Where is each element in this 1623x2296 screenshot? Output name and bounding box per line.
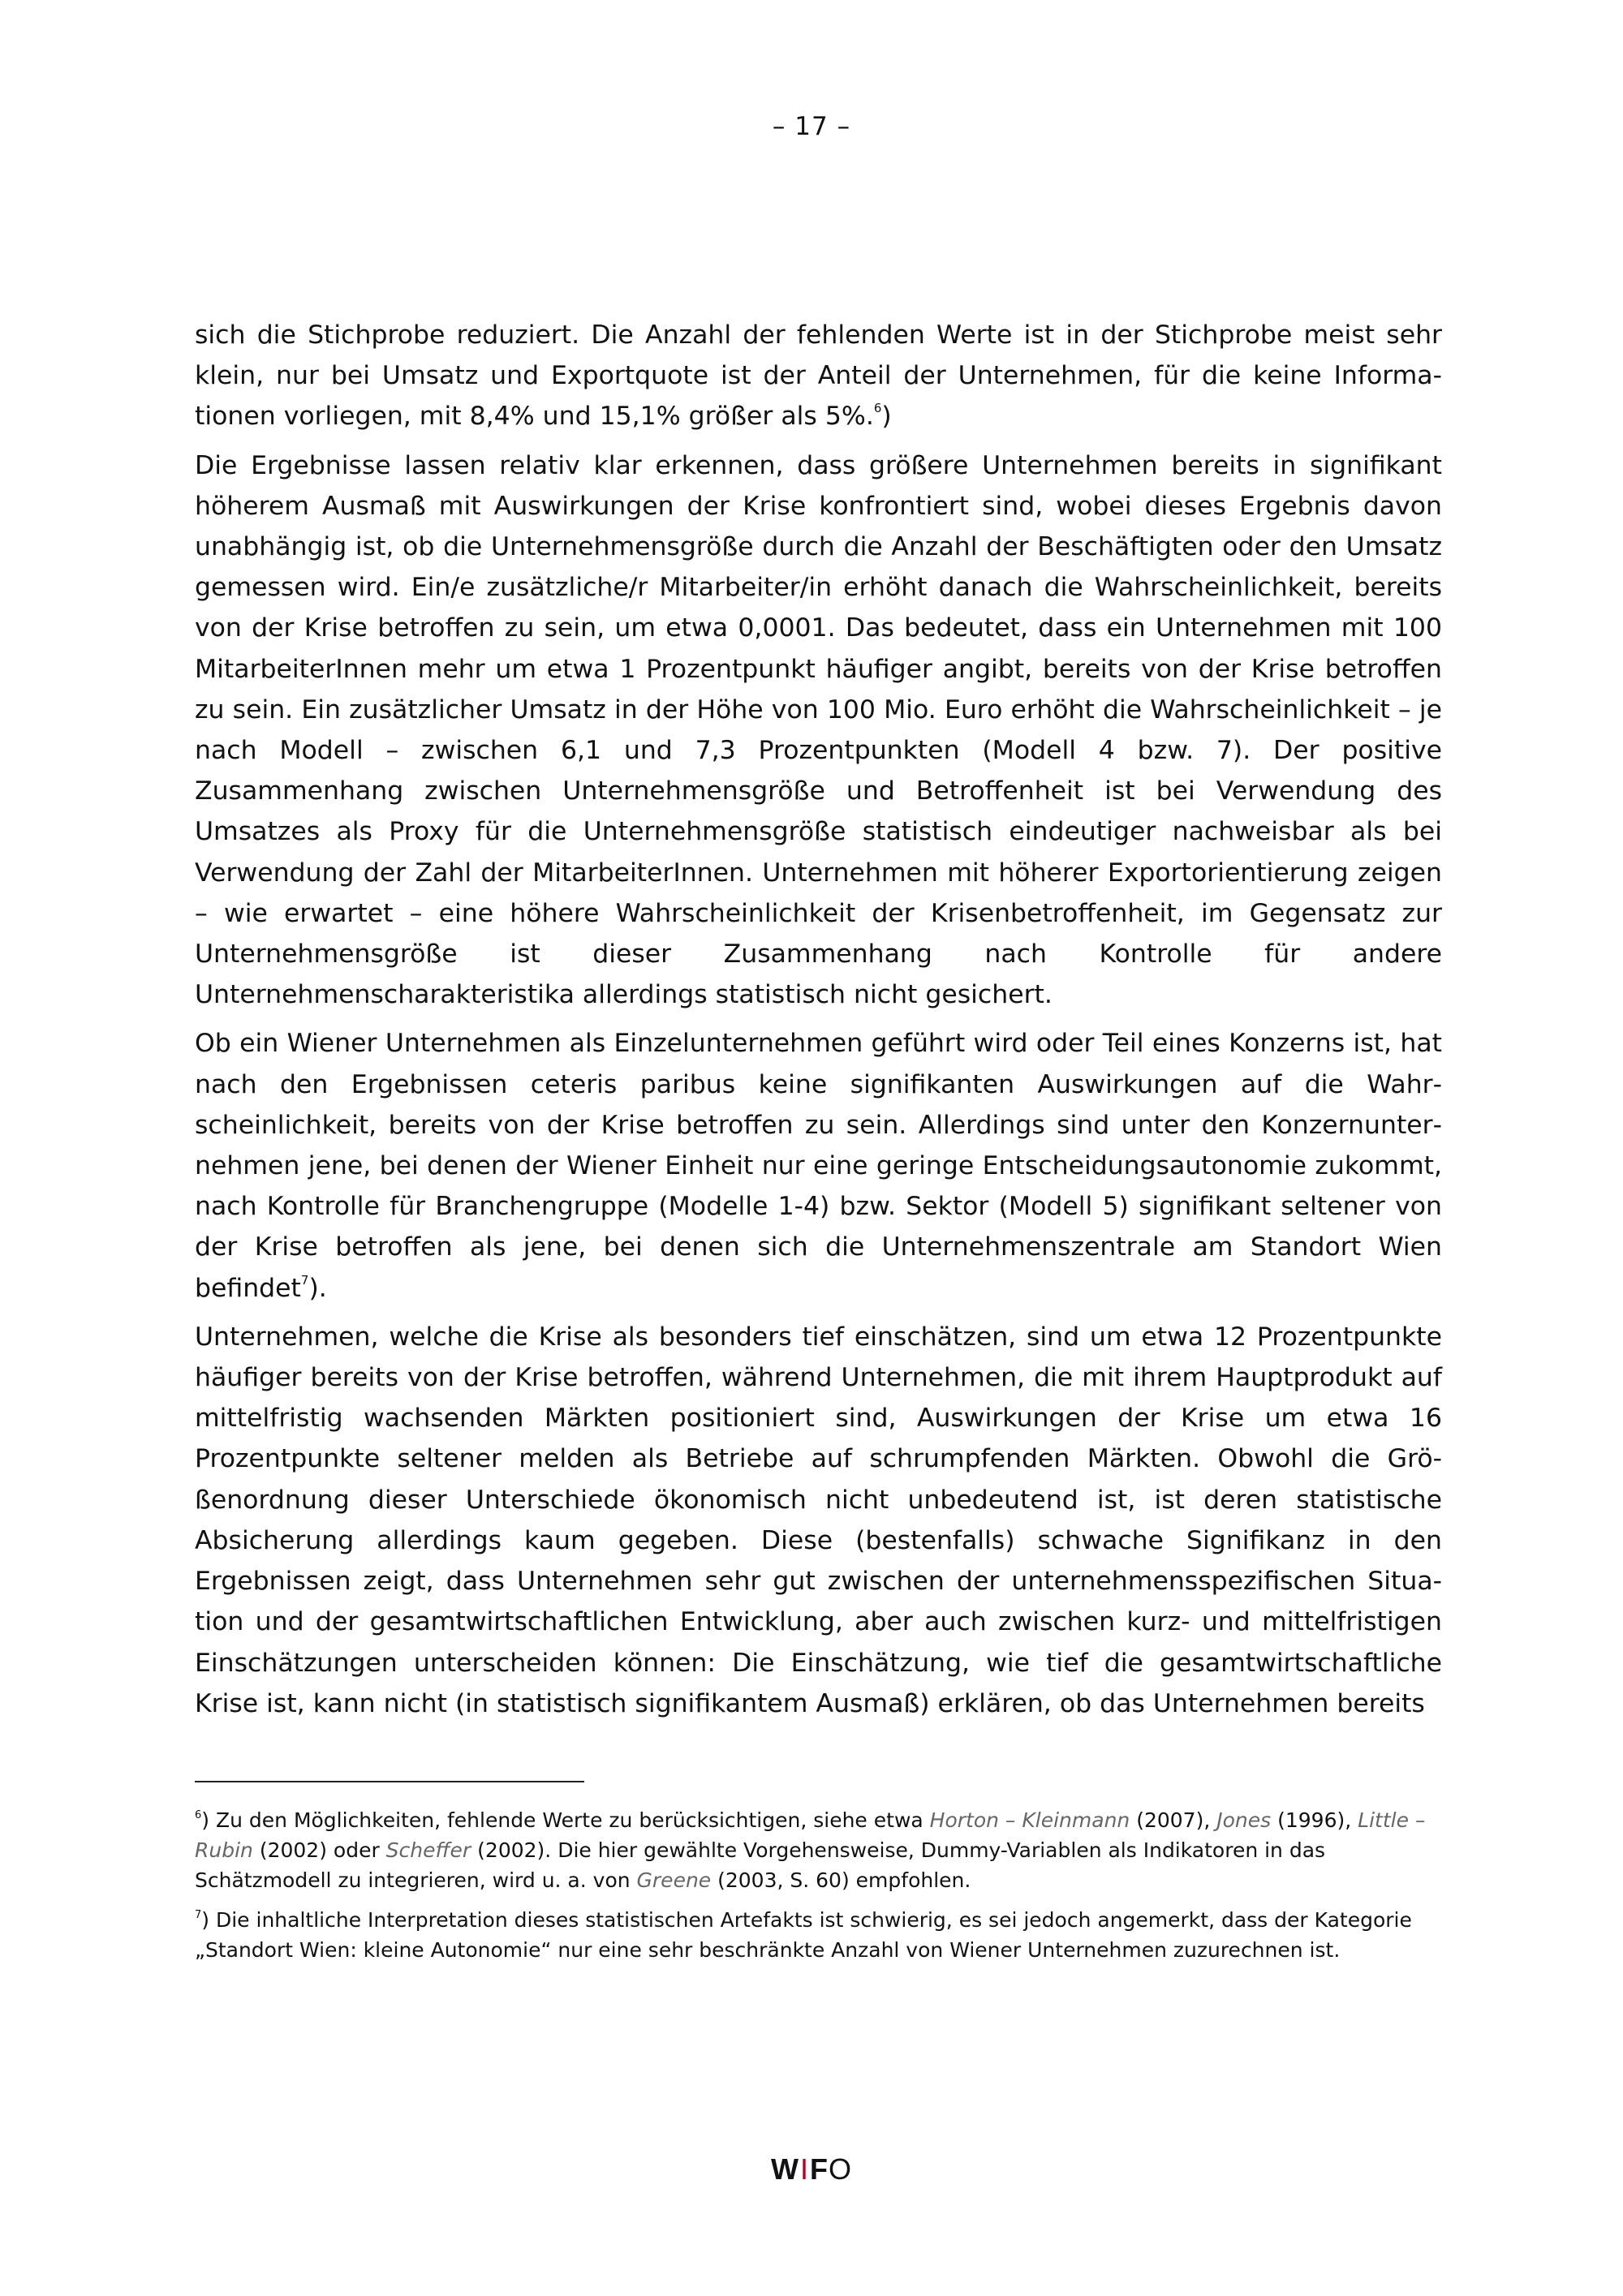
footnote-text-part: (2003, S. 60) empfohlen. <box>711 1868 971 1892</box>
footnote-text-part: (2002). Die hier gewählte Vorgehensweise, Dummy-Variablen als Indikatoren in das Schätzmodell zu integrieren, wird u. a. von <box>195 1838 1326 1892</box>
footnote-ref[interactable]: 7 <box>300 1272 309 1288</box>
citation-author: Jones <box>1216 1808 1272 1832</box>
body-text <box>195 315 1442 1732</box>
citation-author: Greene <box>636 1868 712 1892</box>
footnote-6-text <box>195 1808 1425 1892</box>
footnote-separator <box>195 1781 584 1782</box>
citation-author: Little – Rubin <box>195 1808 1426 1862</box>
footnote-text-part: ) Zu den Möglichkeiten, fehlende Werte zu berücksichtigen, siehe etwa <box>201 1808 930 1832</box>
paragraph: Ob ein Wiener Unternehmen als Einzelunternehmen geführt wird oder Teil eines Konzerns ist, hat nach den Ergebnissen ceteris paribus keine signifikanten Auswirkungen auf die Wahrscheinlichkeit, bereits von der Krise betroffen zu sein. Allerdings sind unter den Konzernunternehmen jene, bei denen der Wiener Einheit nur eine geringe Entscheidungsautonomie zukommt, nach Kontrolle für Branchengruppe (Modelle 1-4) bzw. Sektor (Modell 5) signifikant seltener von der Krise betroffen als jene, bei denen sich die Unternehmenszentrale am Standort Wien befindet$^7$). <box>195 1029 1442 1303</box>
footnote-text-part: ) Die inhaltliche Interpretation dieses statistischen Artefakts ist schwierig, es sei jedoch angemerkt, dass der Kategorie „Standort Wien: kleine Autonomie“ nur eine sehr beschränkte Anzahl von Wiener Unternehmen zuzurechnen ist. <box>195 1908 1412 1962</box>
page-number: – 17 – <box>772 112 851 141</box>
paragraph: Unternehmen, welche die Krise als besonders tief einschätzen, sind um etwa 12 Prozentpunkte häufiger bereits von der Krise betroffen, während Unternehmen, die mit ihrem Hauptprodukt auf mittelfristig wachsenden Märkten positioniert sind, Auswirkungen der Krise um etwa 16 Prozentpunkte seltener melden als Betriebe auf schrumpfenden Märkten. Obwohl die Größenordnung dieser Unterschiede ökonomisch nicht unbedeutend ist, ist deren statistische Absicherung allerdings kaum gegeben. Diese (bestenfalls) schwache Signifikanz in den Ergebnissen zeigt, dass Unternehmen sehr gut zwischen der unternehmensspezifischen Situation und der gesamtwirtschaftlichen Entwicklung, aber auch zwischen kurz- und mittelfristigen Einschätzungen unterscheiden können: Die Einschätzung, wie tief die gesamtwirtschaftliche Krise ist, kann nicht (in statistisch signifikantem Ausmaß) erklären, ob das Unternehmen bereits <box>195 1322 1442 1718</box>
footnote-text-part: (2002) oder <box>252 1838 386 1862</box>
footnote-6: $^6$) Zu den Möglichkeiten, fehlende Werte zu berücksichtigen, siehe etwa Horton – Kleinmann (2007), Jones (1996), Little – Rubin (2002) oder Scheffer (2002). Die hier gewählte Vorgehensweise, Dummy-Variablen als Indikatoren in das Schätzmodell zu integrieren, wird u. a. von Greene (2003, S. 60) empfohlen. <box>195 1808 1426 1892</box>
citation-author: Horton – Kleinmann <box>929 1808 1130 1832</box>
wifo-logo: WIFO <box>770 2152 852 2186</box>
footnote-text-part: (2007), <box>1130 1808 1217 1832</box>
paragraph: sich die Stichprobe reduziert. Die Anzahl der fehlenden Werte ist in der Stichprobe meist sehr klein, nur bei Umsatz und Exportquote ist der Anteil der Unternehmen, für die keine Informationen vorliegen, mit 8,4% und 15,1% größer als 5%.$^6$) <box>195 320 1442 432</box>
paragraph: Die Ergebnisse lassen relativ klar erkennen, dass größere Unternehmen bereits in signifikant höherem Ausmaß mit Auswirkungen der Krise konfrontiert sind, wobei dieses Ergebnis davon unabhängig ist, ob die Unternehmensgröße durch die Anzahl der Beschäftigten oder den Umsatz gemessen wird. Ein/e zusätzliche/r Mitarbeiter/in erhöht danach die Wahrscheinlichkeit, bereits von der Krise betroffen zu sein, um etwa 0,0001. Das bedeutet, dass ein Unternehmen mit 100 MitarbeiterInnen mehr um etwa 1 Prozentpunkt häufiger angibt, bereits von der Krise betroffen zu sein. Ein zusätzlicher Umsatz in der Höhe von 100 Mio. Euro erhöht die Wahrscheinlichkeit – je nach Modell – zwischen 6,1 und 7,3 Prozentpunkten (Modell 4 bzw. 7). Der positive Zusammenhang zwischen Unternehmensgröße und Betroffenheit ist bei Verwendung des Umsatzes als Proxy für die Unternehmensgröße statistisch eindeutiger nachweisbar als bei Verwendung der Zahl der MitarbeiterInnen. Unternehmen mit höherer Exportorientierung zeigen – wie erwartet – eine höhere Wahrscheinlichkeit der Krisenbetroffenheit, im Gegensatz zur Unternehmensgröße ist dieser Zusammenhang nach Kontrolle für andere Unternehmenscharakteristika allerdings statistisch nicht gesichert. <box>195 450 1442 1010</box>
footnote-ref[interactable]: 6 <box>873 401 882 416</box>
footnote-text-part: (1996), <box>1271 1808 1358 1832</box>
footnotes <box>195 1805 1442 1975</box>
footnote-7: $^7$) Die inhaltliche Interpretation dieses statistischen Artefakts ist schwierig, es sei jedoch angemerkt, dass der Kategorie „Standort Wien: kleine Autonomie“ nur eine sehr beschränkte Anzahl von Wiener Unternehmen zuzurechnen ist. <box>195 1908 1412 1962</box>
footnote-7-text <box>195 1908 1412 1962</box>
citation-author: Scheffer <box>385 1838 471 1862</box>
